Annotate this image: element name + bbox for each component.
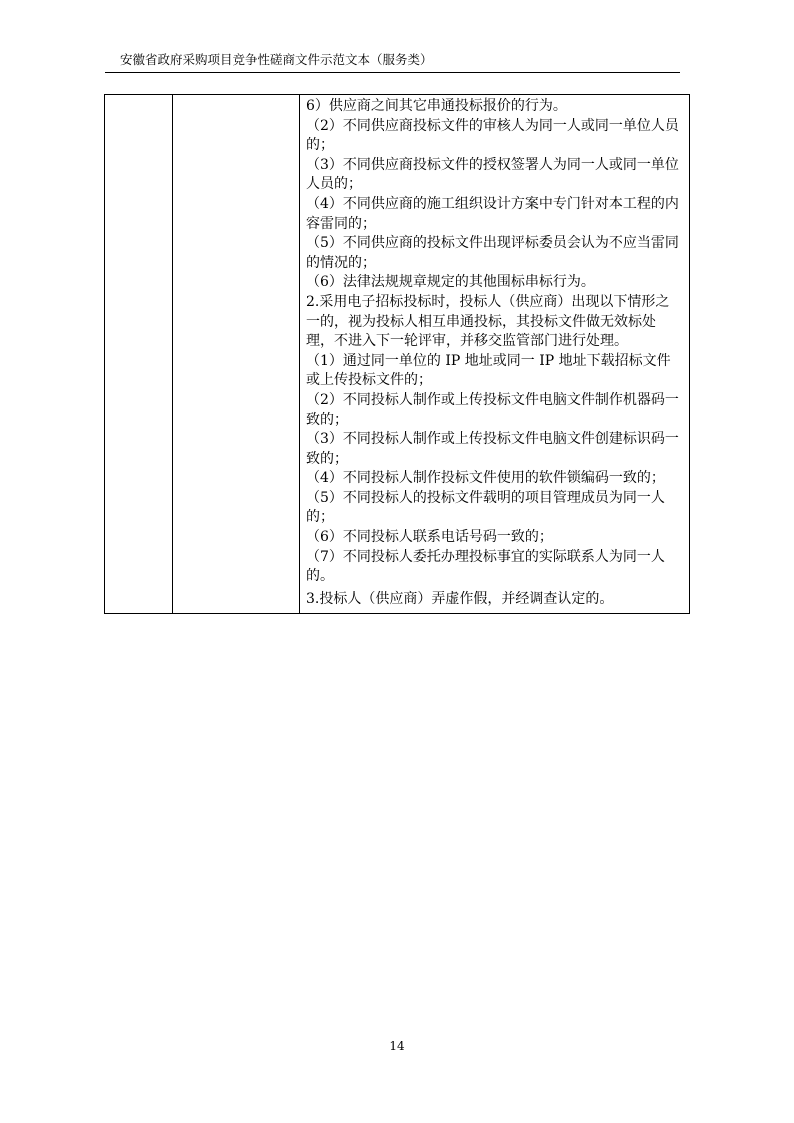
content-line: （4）不同投标人制作投标文件使用的软件锁编码一致的； xyxy=(306,470,665,487)
table-cell-index xyxy=(105,95,173,614)
content-line: （2）不同供应商投标文件的审核人为同一人或同一单位人员的； xyxy=(306,117,679,154)
table-cell-item xyxy=(173,95,300,614)
content-line: （3）不同供应商投标文件的授权签署人为同一人或同一单位人员的； xyxy=(306,156,679,193)
content-line: （6）不同投标人联系电话号码一致的； xyxy=(306,529,553,546)
content-line: （6）法律法规规章规定的其他围标串标行为。 xyxy=(306,274,595,291)
content-line: （3）不同投标人制作或上传投标文件电脑文件创建标识码一致的； xyxy=(306,431,679,467)
content-line: （5）不同投标人的投标文件载明的项目管理成员为同一人的； xyxy=(306,489,665,526)
content-line: 3.投标人（供应商）弄虚作假，并经调查认定的。 xyxy=(306,590,614,607)
content-line: （2）不同投标人制作或上传投标文件电脑文件制作机器码一致的； xyxy=(306,391,679,428)
table-cell-content xyxy=(300,95,690,614)
content-line: （1）通过同一单位的 IP 地址或同一 IP 地址下载招标文件或上传投标文件的； xyxy=(306,352,671,389)
content-line: 6）供应商之间其它串通投标报价的行为。 xyxy=(306,98,567,114)
content-line: （7）不同投标人委托办理投标事宜的实际联系人为同一人的。 xyxy=(306,548,665,585)
content-line: （4）不同供应商的施工组织设计方案中专门针对本工程的内容雷同的； xyxy=(306,195,679,232)
content-line: （5）不同供应商的投标文件出现评标委员会认为不应当雷同的情况的； xyxy=(306,235,679,271)
document-header-title: 安徽省政府采购项目竞争性磋商文件示范文本（服务类） xyxy=(120,52,433,67)
header-rule xyxy=(105,72,680,73)
table-row xyxy=(105,95,690,614)
page-number: 14 xyxy=(389,1039,405,1053)
content-line: 2.采用电子招标投标时，投标人（供应商）出现以下情形之一的，视为投标人相互串通投标，其投标文件做无效标处理，不进入下一轮评审，并移交监管部门进行处理。 xyxy=(306,293,670,350)
content-table xyxy=(104,94,690,614)
